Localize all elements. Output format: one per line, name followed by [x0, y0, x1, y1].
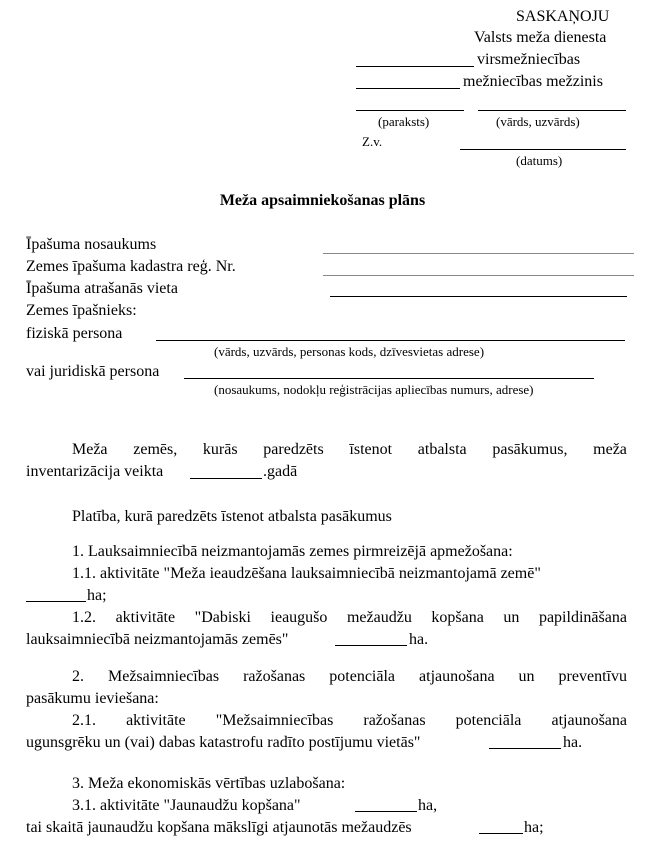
legal-person-blank[interactable]: [184, 378, 594, 379]
property-location-label: Īpašuma atrašanās vieta: [26, 280, 178, 297]
approval-date-label: (datums): [516, 153, 563, 168]
word: atbalsta: [417, 441, 467, 458]
legal-person-label: vai juridiskā persona: [26, 363, 160, 380]
word: zemēs,: [133, 441, 178, 458]
word: preventīvu: [558, 668, 627, 685]
word: mežaudžu: [346, 609, 412, 626]
property-name-blank[interactable]: [323, 253, 634, 254]
word: kurās: [202, 441, 238, 458]
inventory-line2-suffix: .gadā: [263, 463, 298, 480]
word: 2.: [72, 668, 84, 685]
word: īstenot: [349, 441, 393, 458]
approval-date-blank[interactable]: [460, 149, 626, 150]
word: atjaunošana: [419, 668, 495, 685]
word: pasākumus,: [492, 441, 568, 458]
inventory-year-blank[interactable]: [190, 478, 262, 479]
activity-1-2-line1: [72, 609, 627, 627]
activity-3-1-unit: ha,: [418, 797, 438, 814]
activity-3-1-sub-unit: ha;: [524, 819, 544, 836]
signature-blank[interactable]: [356, 110, 464, 111]
word: "Dabiski: [194, 609, 251, 626]
activity-2-1-area-blank[interactable]: [489, 748, 561, 749]
inventory-line2-prefix: inventarizācija veikta: [26, 463, 164, 480]
approver-name-label: (vārds, uzvārds): [496, 114, 580, 129]
approver-name-blank[interactable]: [478, 110, 626, 111]
word: 2.1.: [72, 712, 96, 729]
word: atjaunošana: [551, 712, 627, 729]
natural-person-hint: (vārds, uzvārds, personas kods, dzīvesvietas adrese): [214, 344, 485, 359]
owners-label: Zemes īpašnieks:: [26, 302, 137, 319]
section-1-title: 1. Lauksaimniecībā neizmantojamās zemes pirmreizējā apmežošana:: [72, 543, 513, 560]
area-heading: Platība, kurā paredzēts īstenot atbalsta pasākumus: [72, 508, 392, 525]
forestry-district-blank[interactable]: [356, 66, 474, 67]
word: un: [503, 609, 520, 626]
activity-2-1-line2: ugunsgrēku un (vai) dabas katastrofu radīto postījumu vietās": [26, 734, 421, 751]
activity-2-1-line1: [72, 712, 627, 730]
section-2-title-line2: pasākumu ieviešana:: [26, 690, 159, 707]
natural-person-label: fiziskā persona: [26, 325, 123, 342]
word: potenciāla: [455, 712, 522, 729]
inventory-paragraph-line1: [72, 441, 627, 459]
legal-person-hint: (nosaukums, nodokļu reģistrācijas apliecības numurs, adrese): [214, 382, 534, 397]
cadastre-number-blank[interactable]: [323, 275, 634, 276]
approval-line-district: virsmežniecības: [477, 51, 581, 68]
activity-1-2-unit: ha.: [409, 631, 429, 648]
approval-title: SASKAŅOJU: [516, 8, 610, 25]
word: meža: [593, 441, 627, 458]
property-name-label: Īpašuma nosaukums: [26, 236, 157, 253]
section-3-title: 3. Meža ekonomiskās vērtības uzlabošana:: [72, 775, 346, 792]
word: kopšana: [431, 609, 484, 626]
activity-1-1-text: 1.1. aktivitāte "Meža ieaudzēšana lauksaimniecībā neizmantojamā zemē": [72, 565, 541, 582]
activity-1-1-area-blank[interactable]: [26, 601, 86, 602]
activity-1-2-area-blank[interactable]: [335, 645, 407, 646]
word: ieaugušo: [270, 609, 328, 626]
activity-3-1-sub-area-blank[interactable]: [479, 833, 523, 834]
approval-line-forester: mežniecības mežzinis: [463, 73, 603, 90]
word: aktivitāte: [115, 609, 176, 626]
forestry-office-blank[interactable]: [356, 88, 460, 89]
activity-2-1-unit: ha.: [563, 734, 583, 751]
seal-label: Z.v.: [362, 134, 383, 149]
natural-person-blank[interactable]: [156, 340, 625, 341]
activity-3-1-area-blank[interactable]: [355, 811, 417, 812]
word: ražošanas: [243, 668, 306, 685]
word: Meža: [72, 441, 108, 458]
cadastre-number-label: Zemes īpašuma kadastra reģ. Nr.: [26, 258, 236, 275]
section-2-title-line1: [72, 668, 627, 686]
signature-label: (paraksts): [378, 114, 430, 129]
word: aktivitāte: [126, 712, 186, 729]
word: papildināšana: [538, 609, 627, 626]
document-title: Meža apsaimniekošanas plāns: [219, 192, 426, 209]
word: "Mežsaimniecības: [215, 712, 334, 729]
approval-line-service: Valsts meža dienesta: [474, 29, 607, 46]
word: potenciāla: [329, 668, 396, 685]
word: ražošanas: [363, 712, 426, 729]
activity-3-1-text: 3.1. aktivitāte "Jaunaudžu kopšana": [72, 797, 301, 814]
activity-3-1-sub-text: tai skaitā jaunaudžu kopšana mākslīgi atjaunotās mežaudzēs: [26, 819, 412, 836]
word: un: [518, 668, 535, 685]
activity-1-1-unit: ha;: [87, 587, 107, 604]
word: paredzēts: [263, 441, 324, 458]
activity-1-2-line2: lauksaimniecībā neizmantojamās zemēs": [26, 631, 289, 648]
word: Mežsaimniecības: [108, 668, 220, 685]
property-location-blank[interactable]: [330, 296, 627, 297]
word: 1.2.: [72, 609, 96, 626]
